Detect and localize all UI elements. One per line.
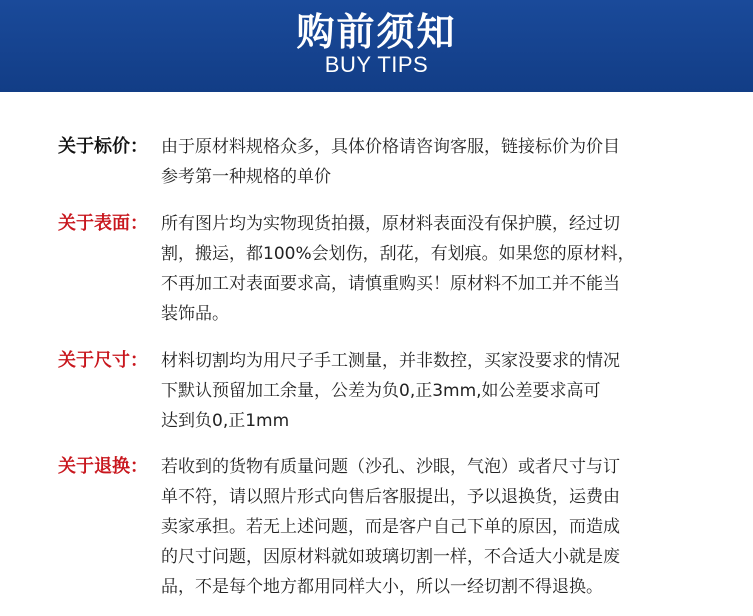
tip-size-label: 关于尺寸： (58, 350, 148, 371)
tip-size-text (161, 346, 679, 436)
banner-title: 购前须知 (296, 10, 457, 54)
tip-text-line: 达到负0,正1mm (161, 411, 290, 431)
tip-text-line: 不再加工对表面要求高，请慎重购买！原材料不加工并不能当 (161, 274, 620, 294)
banner-subtitle: BUY TIPS (324, 52, 429, 77)
tip-text-line: 品，不是每个地方都用同样大小，所以一经切割不得退换。 (161, 577, 603, 597)
tip-text-line: 所有图片均为实物现货拍摄，原材料表面没有保护膜，经过切 (161, 214, 620, 234)
tip-surface-text (161, 209, 679, 329)
tip-pricing-label: 关于标价： (58, 136, 148, 157)
tip-pricing-text (161, 132, 679, 192)
tip-surface-label: 关于表面： (58, 213, 148, 234)
tip-text-line: 的尺寸问题，因原材料就如玻璃切割一样，不合适大小就是废 (161, 547, 620, 567)
tip-text-line: 下默认预留加工余量，公差为负0,正3mm,如公差要求高可 (161, 381, 601, 401)
header-banner (0, 0, 753, 92)
tip-text-line: 割，搬运，都100%会划伤，刮花，有划痕。如果您的原材料， (161, 244, 635, 264)
tip-text-line: 若收到的货物有质量问题（沙孔、沙眼，气泡）或者尺寸与订 (161, 457, 620, 477)
tip-return-text (161, 452, 679, 602)
tip-text-line: 卖家承担。若无上述问题，而是客户自己下单的原因，而造成 (161, 517, 620, 537)
tip-text-line: 装饰品。 (161, 304, 229, 324)
tip-text-line: 由于原材料规格众多，具体价格请咨询客服，链接标价为价目 (161, 137, 620, 157)
tip-return-label: 关于退换： (58, 456, 148, 477)
tip-text-line: 材料切割均为用尺子手工测量，并非数控，买家没要求的情况 (161, 351, 620, 371)
tip-text-line: 单不符，请以照片形式向售后客服提出，予以退换货，运费由 (161, 487, 620, 507)
tip-text-line: 参考第一种规格的单价 (161, 167, 331, 187)
